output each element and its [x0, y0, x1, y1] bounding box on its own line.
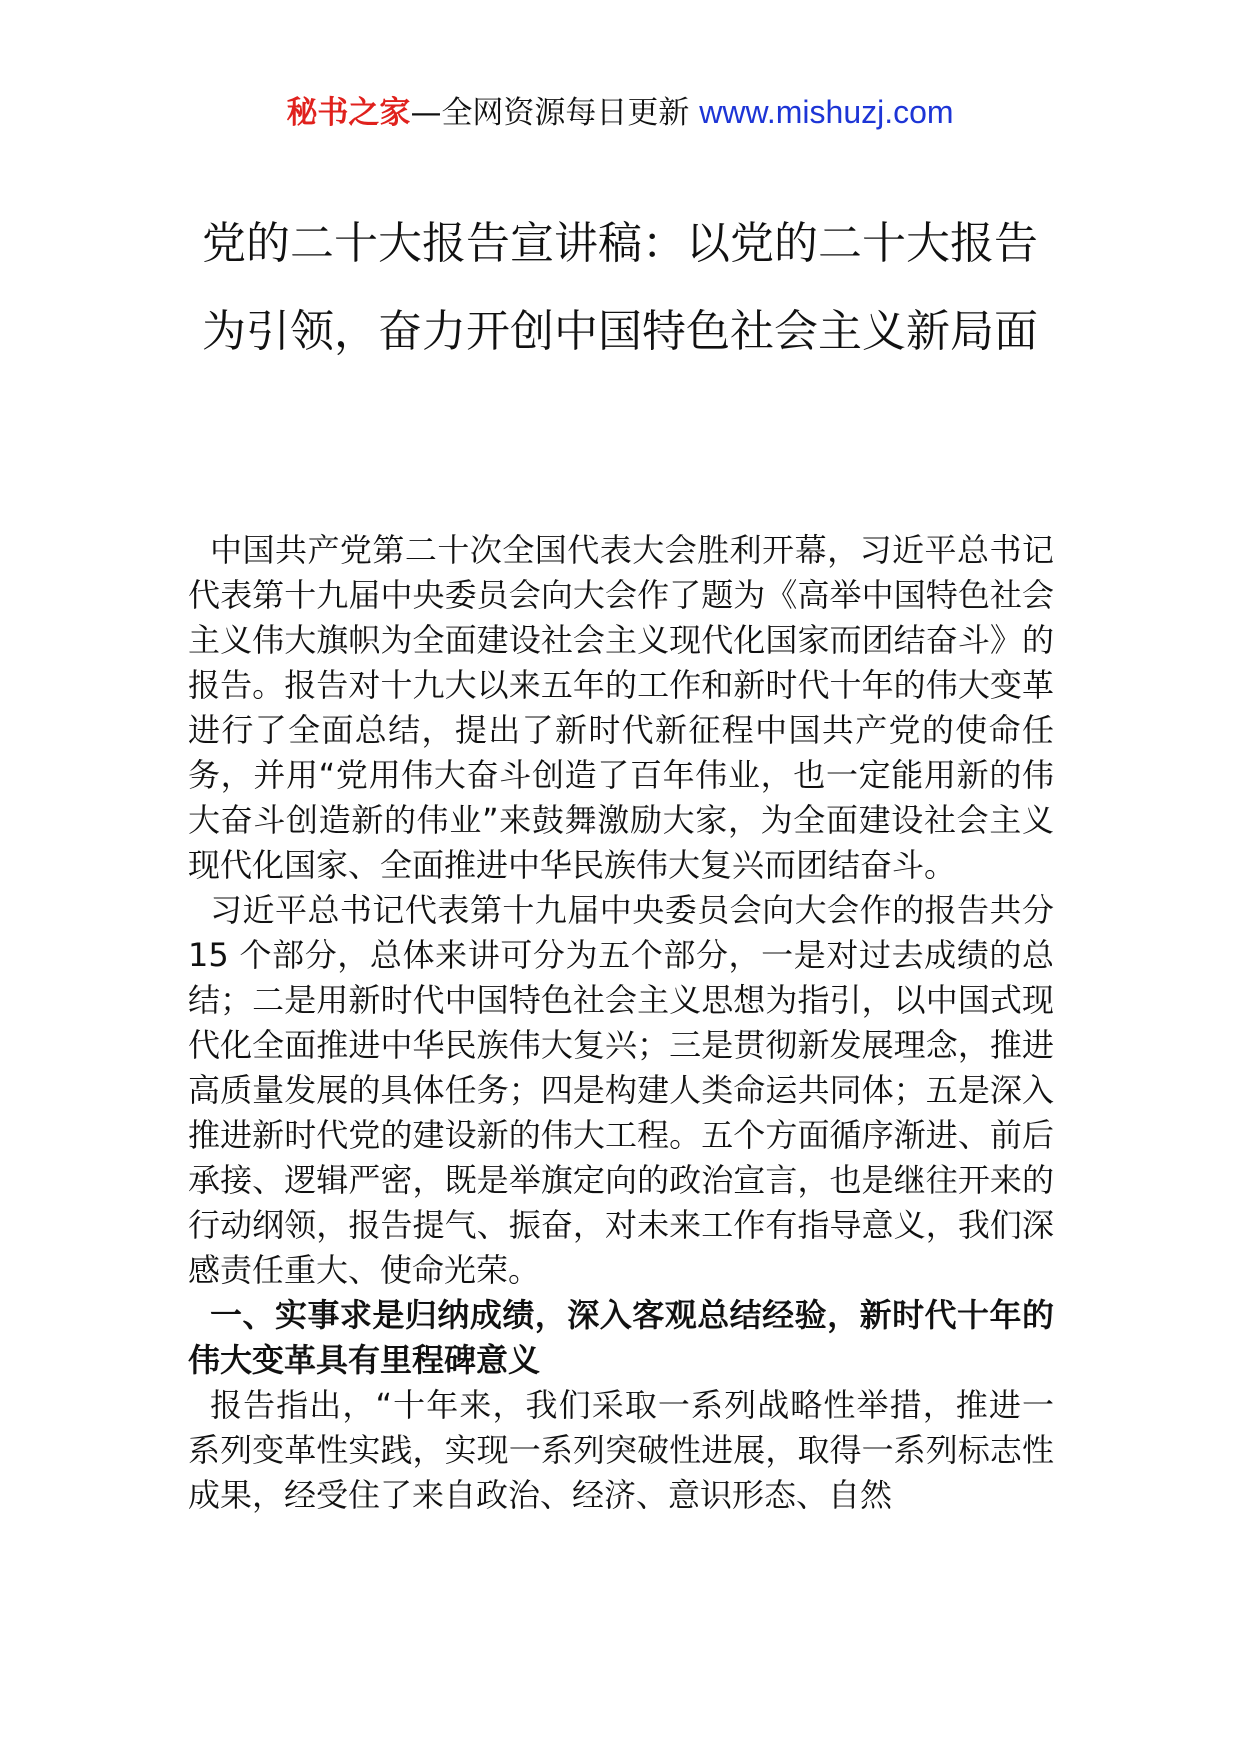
paragraph-report-quote: 报告指出，“十年来，我们采取一系列战略性举措，推进一系列变革性实践，实现一系列突破性进展，取得一系列标志性成果，经受住了来自政治、经济、意识形态、自然 — [188, 1386, 1054, 1514]
paragraph-intro: 中国共产党第二十次全国代表大会胜利开幕，习近平总书记代表第十九届中央委员会向大会作了题为《高举中国特色社会主义伟大旗帜为全面建设社会主义现代化国家而团结奋斗》的报告。报告对十九大以来五年的工作和新时代十年的伟大变革进行了全面总结，提出了新时代新征程中国共产党的使命任务，并用“党用伟大奋斗创造了百年伟业，也一定能用新的伟大奋斗创造新的伟业”来鼓舞激励大家，为全面建设社会主义现代化国家、全面推进中华民族伟大复兴而团结奋斗。 — [188, 531, 1054, 884]
site-header — [0, 92, 1240, 133]
section-heading-one: 一、实事求是归纳成绩，深入客观总结经验，新时代十年的伟大变革具有里程碑意义 — [188, 1296, 1054, 1379]
site-brand: 秘书之家 — [286, 95, 411, 131]
paragraph-report-structure: 习近平总书记代表第十九届中央委员会向大会作的报告共分 15 个部分，总体来讲可分为五个部分，一是对过去成绩的总结；二是用新时代中国特色社会主义思想为指引，以中国式现代化全面推进中华民族伟大复兴；三是贯彻新发展理念，推进高质量发展的具体任务；四是构建人类命运共同体；五是深入推进新时代党的建设新的伟大工程。五个方面循序渐进、前后承接、逻辑严密，既是举旗定向的政治宣言，也是继往开来的行动纲领，报告提气、振奋，对未来工作有指导意义，我们深感责任重大、使命光荣。 — [188, 891, 1054, 1289]
site-tagline: —全网资源每日更新 — [410, 95, 700, 131]
document-body — [188, 528, 1054, 1518]
site-url-link[interactable]: www.mishuzj.com — [699, 94, 954, 130]
document-title: 党的二十大报告宣讲稿：以党的二十大报告为引领，奋力开创中国特色社会主义新局面 — [202, 218, 1038, 357]
